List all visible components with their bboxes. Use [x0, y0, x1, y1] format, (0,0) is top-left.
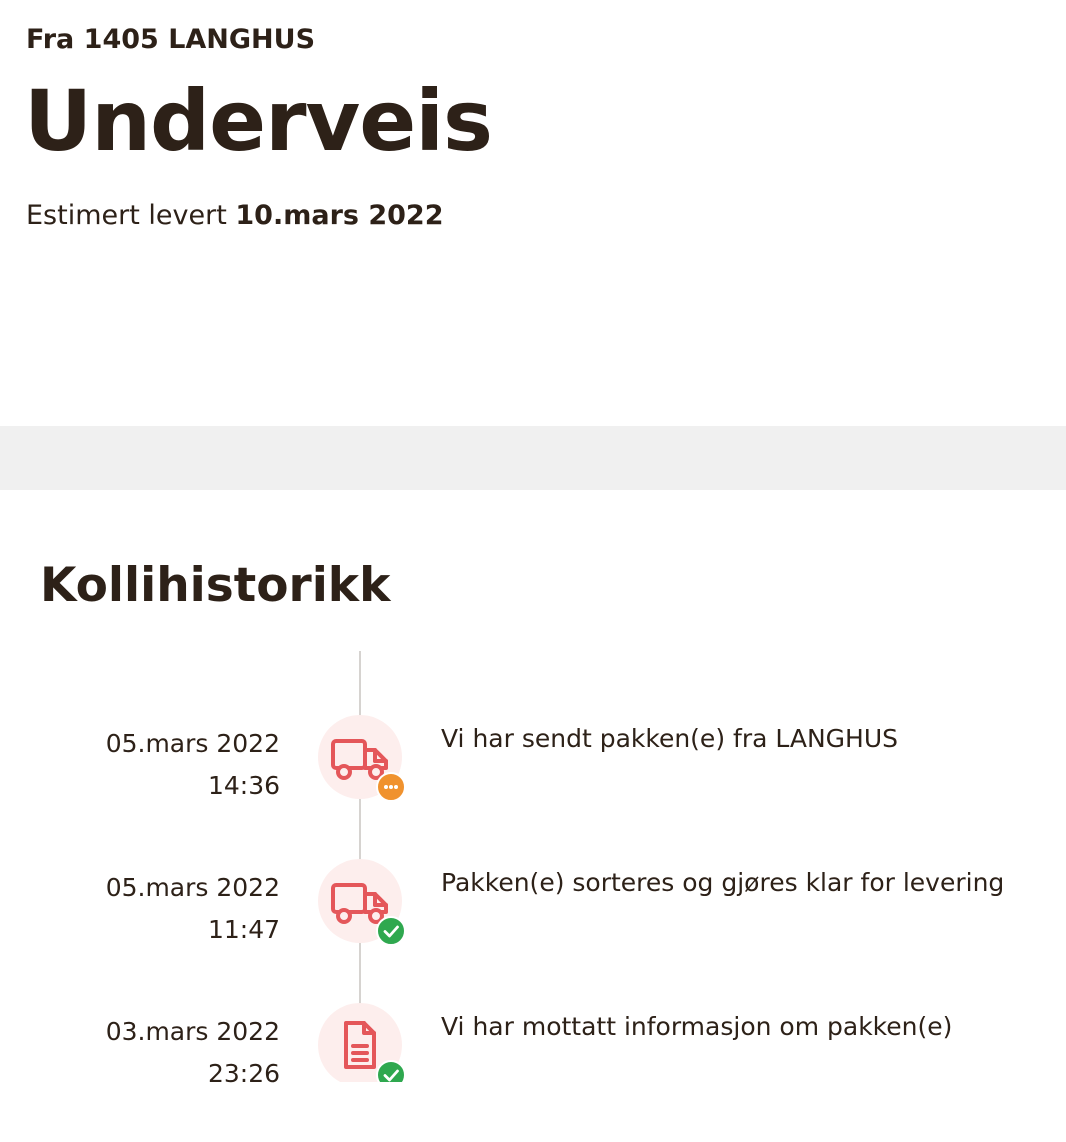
event-time: 11:47 [207, 915, 280, 944]
check-icon [376, 916, 406, 946]
estimate-label: Estimert levert [26, 200, 227, 231]
event-datetime [106, 867, 280, 951]
event-icon-circle [318, 859, 402, 943]
history-event [0, 715, 1066, 835]
event-time: 14:36 [207, 771, 280, 800]
event-date: 03.mars 2022 [105, 1017, 280, 1046]
event-date: 05.mars 2022 [105, 729, 280, 758]
event-icon-circle [318, 1003, 402, 1087]
estimated-delivery [26, 200, 444, 231]
event-icon-circle [318, 715, 402, 799]
scroll-clip [300, 1082, 440, 1142]
section-divider [0, 426, 1066, 490]
history-event [0, 859, 1066, 979]
event-description: Vi har mottatt informasjon om pakken(e) [441, 1012, 953, 1041]
estimate-date: 10.mars 2022 [235, 200, 444, 231]
event-time: 23:26 [207, 1059, 280, 1088]
shipment-status-title: Underveis [24, 72, 493, 170]
event-date: 05.mars 2022 [105, 873, 280, 902]
event-description: Pakken(e) sorteres og gjøres klar for levering [441, 868, 1005, 897]
event-datetime [106, 1011, 280, 1095]
in-progress-icon [376, 772, 406, 802]
event-description: Vi har sendt pakken(e) fra LANGHUS [441, 724, 899, 753]
history-event [0, 1003, 1066, 1123]
shipment-origin: Fra 1405 LANGHUS [26, 24, 316, 55]
event-datetime [106, 723, 280, 807]
history-title: Kollihistorikk [40, 558, 391, 613]
